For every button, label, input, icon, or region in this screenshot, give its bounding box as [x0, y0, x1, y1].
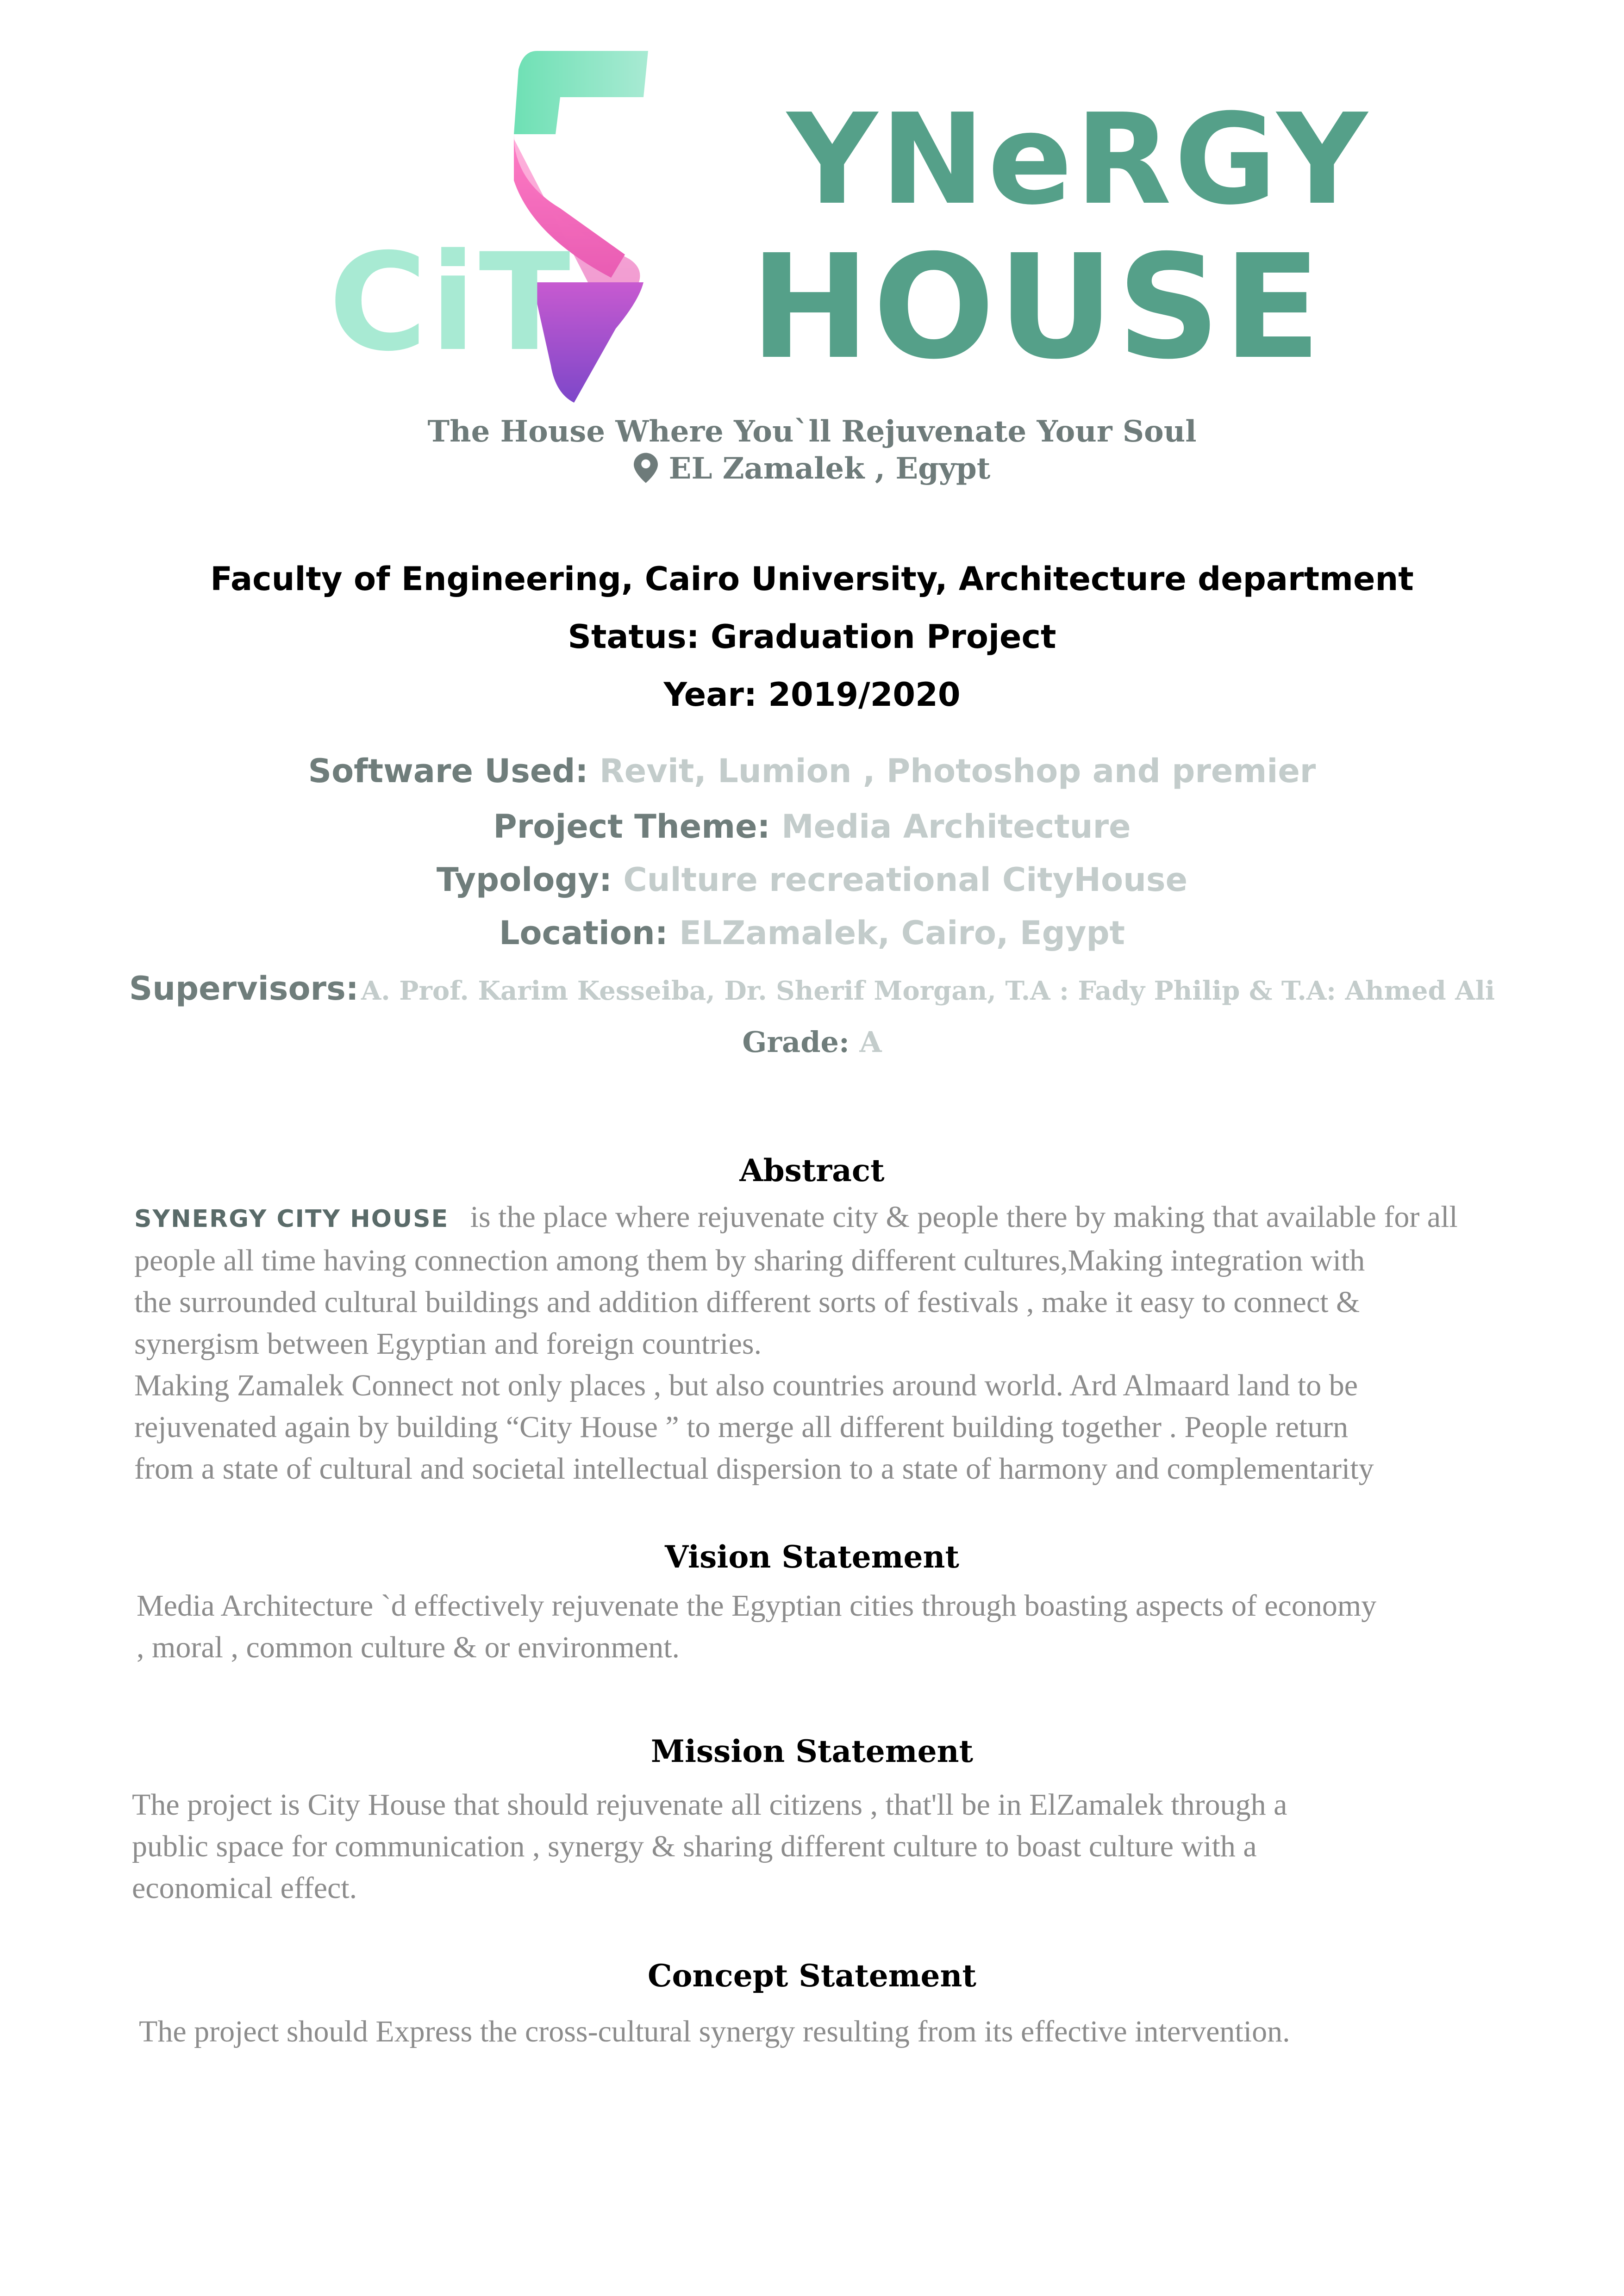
grade-value: A: [859, 1025, 882, 1059]
logo-word-city: CiT: [329, 225, 574, 381]
concept-heading: Concept Statement: [647, 1958, 976, 1994]
project-theme: [0, 808, 1624, 846]
abstract-line: synergism between Egyptian and foreign countries.: [134, 1327, 762, 1361]
inline-synergy-logo: SYNERGY CITY HOUSE: [134, 1205, 449, 1233]
location-value: ELZamalek, Cairo, Egypt: [679, 914, 1125, 952]
logo-word-synergy: YNeRGY: [787, 87, 1370, 232]
grade-label: Grade:: [742, 1025, 849, 1059]
concept-line: The project should Express the cross-cultural synergy resulting from its effective intervention.: [139, 2015, 1290, 2048]
typology-value: Culture recreational CityHouse: [623, 861, 1188, 899]
abstract-line: SYNERGY CITY HOUSE is the place where rejuvenate city & people there by making that available for all: [134, 1200, 1458, 1234]
location-label: Location:: [499, 914, 668, 952]
location-text: EL Zamalek , Egypt: [668, 451, 991, 486]
location-line: [0, 451, 1624, 486]
typology: [0, 861, 1624, 899]
year-line: Year: 2019/2020: [663, 676, 961, 714]
abstract-heading: Abstract: [739, 1152, 885, 1188]
software-used: [0, 752, 1624, 790]
software-value: Revit, Lumion , Photoshop and premier: [599, 752, 1316, 790]
abstract-line: from a state of cultural and societal intellectual dispersion to a state of harmony and complementarity: [134, 1452, 1374, 1486]
theme-label: Project Theme:: [493, 808, 770, 846]
mission-line: public space for communication , synergy & sharing different culture to boast culture with a: [132, 1829, 1257, 1863]
abstract-body: [134, 1196, 1514, 1490]
tagline: The House Where You`ll Rejuvenate Your Soul: [427, 414, 1197, 449]
faculty-line: Faculty of Engineering, Cairo University, Architecture department: [210, 560, 1414, 598]
supervisors-label: Supervisors:: [129, 970, 359, 1008]
abstract-line: people all time having connection among them by sharing different cultures,Making integration with: [134, 1244, 1365, 1277]
supervisors: [0, 970, 1624, 1008]
abstract-line: the surrounded cultural buildings and addition different sorts of festivals , make it easy to connect &: [134, 1285, 1360, 1319]
logo: [301, 32, 1370, 403]
mission-line: economical effect.: [132, 1871, 357, 1905]
mission-heading: Mission Statement: [650, 1733, 974, 1769]
concept-body: [139, 2011, 1518, 2053]
abstract-line: Making Zamalek Connect not only places , but also countries around world. Ard Almaard land to be: [134, 1369, 1358, 1402]
status-line: Status: Graduation Project: [568, 618, 1056, 656]
theme-value: Media Architecture: [781, 808, 1131, 846]
logo-word-house: HOUSE: [750, 224, 1324, 391]
mission-line: The project is City House that should rejuvenate all citizens , that'll be in ElZamalek through a: [132, 1788, 1287, 1822]
abstract-line: rejuvenated again by building “City House ” to merge all different building together . People return: [134, 1410, 1349, 1444]
supervisors-value: A. Prof. Karim Kesseiba, Dr. Sherif Morgan, T.A : Fady Philip & T.A: Ahmed Ali: [361, 976, 1495, 1006]
map-pin-icon: [634, 453, 658, 483]
vision-body: [137, 1585, 1516, 1668]
vision-heading: Vision Statement: [664, 1539, 960, 1575]
grade: [0, 1025, 1624, 1059]
typology-label: Typology:: [436, 861, 612, 899]
vision-line: , moral , common culture & or environment.: [137, 1630, 680, 1664]
mission-body: [132, 1784, 1512, 1909]
software-label: Software Used:: [308, 752, 588, 790]
location-detail: [0, 914, 1624, 952]
vision-line: Media Architecture `d effectively rejuvenate the Egyptian cities through boasting aspects of economy: [137, 1589, 1377, 1623]
